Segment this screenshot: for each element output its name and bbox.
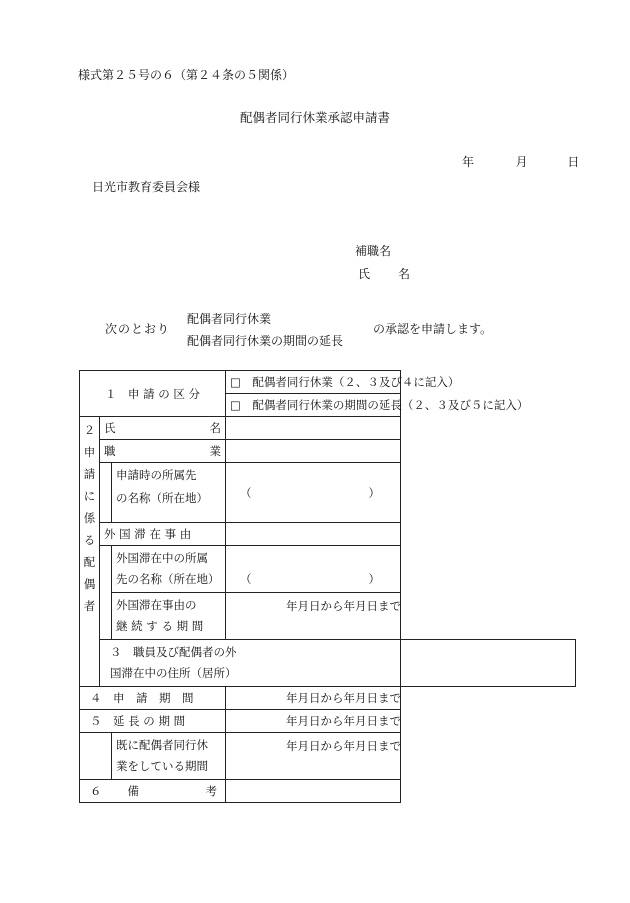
date-day-label: 日 xyxy=(567,155,580,169)
period-month: 月 xyxy=(355,739,367,753)
spouse-name-field[interactable] xyxy=(226,417,401,440)
abroad-affiliation-field[interactable] xyxy=(226,546,401,593)
period-month: 月 xyxy=(355,599,367,613)
application-table xyxy=(79,370,576,803)
period-year: 年 xyxy=(343,691,356,705)
table-row xyxy=(80,687,576,710)
table-row xyxy=(80,463,576,523)
table-row xyxy=(80,523,576,546)
remarks-number: ６ xyxy=(90,784,102,798)
choice-extension[interactable]: □ 配偶者同行休業の期間の延長（２、３及び５に記入） xyxy=(226,394,401,417)
name-label-a: 氏 xyxy=(104,421,116,435)
remarks-field[interactable] xyxy=(226,780,401,803)
period-to: 日まで xyxy=(366,599,402,613)
paren-open: （ xyxy=(240,485,252,500)
period-year: 年 xyxy=(343,714,356,728)
existing-leave-label xyxy=(112,733,226,780)
intro-option-leave: 配偶者同行休業 xyxy=(187,312,272,326)
spouse-job-label xyxy=(100,440,226,463)
period-from: 日から xyxy=(309,691,344,705)
table-row xyxy=(80,593,576,640)
period-from: 日から xyxy=(309,599,344,613)
remarks-label-a: 備 xyxy=(127,784,139,798)
period-year: 年 xyxy=(286,691,298,705)
abroad-address-field[interactable] xyxy=(401,640,576,687)
current-affiliation-line2: の名称（所在地） xyxy=(116,491,208,505)
current-affiliation-label xyxy=(112,463,226,523)
existing-leave-field[interactable] xyxy=(226,733,401,780)
period-year: 年 xyxy=(286,714,298,728)
table-row xyxy=(80,417,576,440)
paren-close: ） xyxy=(368,485,380,500)
job-label-b: 業 xyxy=(209,444,222,458)
application-type-label: １ 申 請 の 区 分 xyxy=(80,371,226,417)
spouse-name-label xyxy=(100,417,226,440)
section2-char: 係 xyxy=(83,511,96,525)
date-line xyxy=(462,153,579,170)
period-month: 月 xyxy=(297,691,310,705)
abroad-address-label xyxy=(100,640,401,687)
section2-char: る xyxy=(83,533,96,547)
period-month: 月 xyxy=(355,714,367,728)
period-from: 日から xyxy=(309,714,344,728)
current-affiliation-field[interactable] xyxy=(226,463,401,523)
table-row xyxy=(80,546,576,593)
addressee: 日光市教育委員会様 xyxy=(92,180,201,194)
table-row xyxy=(80,640,576,687)
period-month: 月 xyxy=(297,714,310,728)
period-from: 日から xyxy=(309,739,344,753)
abroad-reason-label: 外 国 滞 在 事 由 xyxy=(100,523,226,546)
paren-open: （ xyxy=(240,572,252,586)
date-year-label: 年 xyxy=(462,155,475,169)
abroad-duration-line2: 継 続 す る 期 間 xyxy=(116,619,204,633)
period-to: 日まで xyxy=(366,691,402,705)
section2-char: 申 xyxy=(83,445,96,459)
section2-char: 偶 xyxy=(83,577,96,591)
section2-char: 配 xyxy=(83,555,96,569)
abroad-affiliation-line2: 先の名称（所在地） xyxy=(116,572,220,586)
spouse-job-field[interactable] xyxy=(226,440,401,463)
application-period-label: ４ 申 請 期 間 xyxy=(80,687,226,710)
position-label: 補職名 xyxy=(355,244,392,258)
name-label: 氏 名 xyxy=(358,267,419,281)
section2-char: 請 xyxy=(83,467,96,481)
abroad-duration-line1: 外国滞在事由の xyxy=(116,598,197,612)
existing-leave-line2: 業をしている期間 xyxy=(116,759,208,773)
current-affiliation-line1: 申請時の所属先 xyxy=(116,468,197,482)
intro-lead: 次のとおり xyxy=(105,322,171,336)
period-to: 日まで xyxy=(366,714,402,728)
remarks-label xyxy=(80,780,226,803)
intro-tail: の承認を申請します。 xyxy=(373,322,493,336)
table-row xyxy=(80,780,576,803)
period-month: 月 xyxy=(297,739,310,753)
table-row xyxy=(80,733,576,780)
section2-char: に xyxy=(83,489,96,503)
abroad-address-line2: 国滞在中の住所（居所） xyxy=(110,666,237,680)
period-month: 月 xyxy=(297,599,310,613)
document-title: 配偶者同行休業承認申請書 xyxy=(239,110,390,125)
abroad-duration-label xyxy=(112,593,226,640)
abroad-reason-field[interactable] xyxy=(226,523,401,546)
period-year: 年 xyxy=(343,599,356,613)
table-row xyxy=(80,371,576,394)
section2-vertical-label xyxy=(80,417,100,687)
extension-period-label: ５ 延 長 の 期 間 xyxy=(80,710,226,733)
intro-option-extension: 配偶者同行休業の期間の延長 xyxy=(187,334,344,348)
abroad-address-line1: ３ 職員及び配偶者の外 xyxy=(110,645,237,659)
abroad-affiliation-label xyxy=(112,546,226,593)
section2-char: 者 xyxy=(83,599,96,613)
paren-close: ） xyxy=(368,572,380,586)
period-month: 月 xyxy=(355,691,367,705)
extension-period-field[interactable] xyxy=(226,710,401,733)
remarks-label-b: 考 xyxy=(205,784,218,798)
section2-number: ２ xyxy=(83,423,96,437)
period-year: 年 xyxy=(286,599,298,613)
abroad-affiliation-line1: 外国滞在中の所属 xyxy=(116,551,208,565)
name-label-b: 名 xyxy=(209,421,222,435)
table-row xyxy=(80,440,576,463)
existing-leave-line1: 既に配偶者同行休 xyxy=(116,738,208,752)
period-to: 日まで xyxy=(366,739,402,753)
abroad-duration-field[interactable] xyxy=(226,593,401,640)
period-year: 年 xyxy=(286,739,298,753)
job-label-a: 職 xyxy=(104,444,116,458)
form-number: 様式第２５号の６（第２４条の５関係） xyxy=(78,68,295,82)
application-period-field[interactable] xyxy=(226,687,401,710)
period-year: 年 xyxy=(343,739,356,753)
table-row xyxy=(80,710,576,733)
date-month-label: 月 xyxy=(515,155,528,169)
choice-leave[interactable]: □ 配偶者同行休業（２、３及び４に記入） xyxy=(226,371,401,394)
